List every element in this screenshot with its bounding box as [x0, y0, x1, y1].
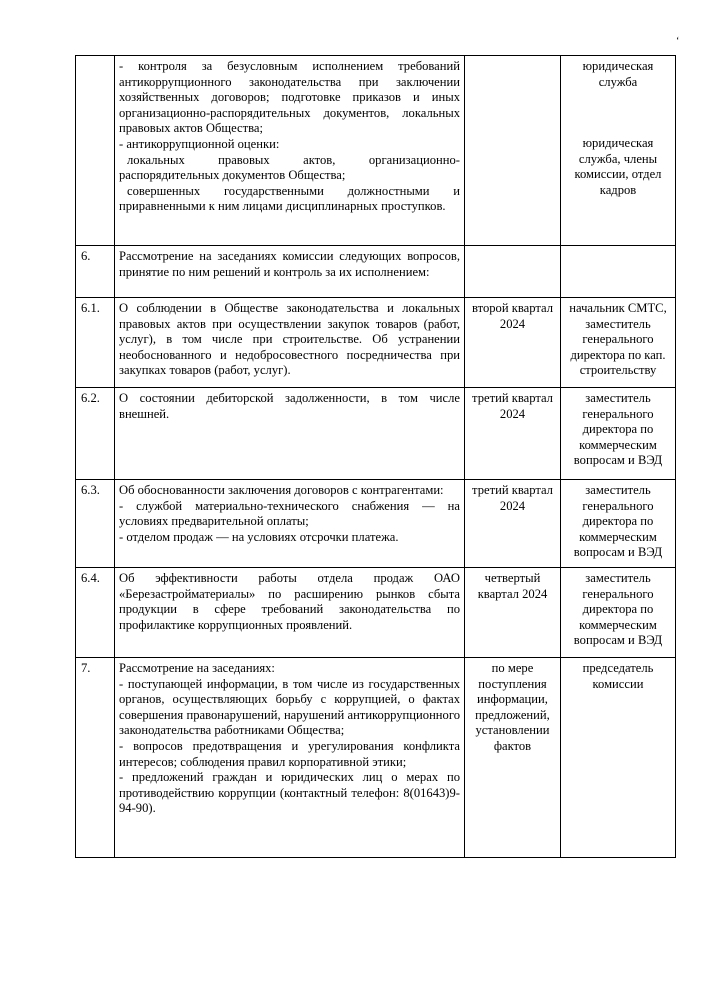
row-description — [115, 56, 465, 246]
description-line: - службой материально-технического снабжения — на условиях предварительной оплаты; — [119, 498, 460, 529]
description-line: - антикоррупционной оценки: — [119, 136, 280, 151]
row-number: 6.1. — [76, 298, 115, 388]
description-line: О соблюдении в Обществе законодательства и локальных правовых актов при осуществлении закупок товаров (работ, услуг), в том числе при строительстве. Об устранении необоснованного и недобросовестного посредничества при закупках товаров (работ, услуг). — [119, 301, 460, 378]
row-term: третий квартал 2024 — [465, 480, 561, 568]
row-responsible: заместитель генерального директора по коммерческим вопросам и ВЭД — [561, 568, 676, 658]
description-line: О состоянии дебиторской задолженности, в том числе внешней. — [119, 391, 460, 421]
description-line: - вопросов предотвращения и урегулирования конфликта интересов; соблюдения правил корпоративной этики; — [119, 738, 460, 769]
row-description — [115, 298, 465, 388]
row-term: третий квартал 2024 — [465, 388, 561, 480]
row-description — [115, 388, 465, 480]
row-responsible: заместитель генерального директора по коммерческим вопросам и ВЭД — [561, 388, 676, 480]
row-term: по мере поступления информации, предложений, установлении фактов — [465, 658, 561, 858]
row-term: четвертый квартал 2024 — [465, 568, 561, 658]
description-line: - контроля за безусловным исполнением требований антикоррупционного законодательства при заключении хозяйственных договоров; подготовке приказов и иных организационно-распорядительных документов, локальных правовых актов Общества; — [119, 59, 460, 136]
table-row — [76, 388, 676, 480]
description-line: - предложений граждан и юридических лиц о мерах по противодействию коррупции (контактный телефон: 8(01643)9-94-90). — [119, 770, 460, 816]
row-number: 6.3. — [76, 480, 115, 568]
row-description — [115, 658, 465, 858]
description-line: Об обоснованности заключения договоров с контрагентами: — [119, 483, 444, 497]
row-number: 6. — [76, 246, 115, 298]
table-row — [76, 480, 676, 568]
table-row — [76, 56, 676, 246]
row-description — [115, 246, 465, 298]
description-line: Рассмотрение на заседаниях: — [119, 661, 275, 675]
description-line: локальных правовых актов, организационно-распорядительных документов Общества; — [119, 152, 460, 183]
row-number: 6.2. — [76, 388, 115, 480]
description-line: совершенных государственными должностными и приравненными к ним лицами дисциплинарных проступков. — [119, 183, 460, 214]
row-number: 6.4. — [76, 568, 115, 658]
description-line: Рассмотрение на заседаниях комиссии следующих вопросов, принятие по ним решений и контроль за их исполнением: — [119, 249, 460, 279]
row-responsible: заместитель генерального директора по коммерческим вопросам и ВЭД — [561, 480, 676, 568]
row-responsible — [561, 246, 676, 298]
page-corner-mark: ʻ — [676, 36, 680, 47]
row-number — [76, 56, 115, 246]
row-description — [115, 480, 465, 568]
row-term — [465, 246, 561, 298]
row-term: второй квартал 2024 — [465, 298, 561, 388]
table-row — [76, 246, 676, 298]
plan-table — [75, 55, 676, 858]
row-responsible — [561, 56, 676, 246]
table-row — [76, 658, 676, 858]
responsible-text: юридическая служба — [582, 59, 654, 89]
responsible-text: юридическая служба, члены комиссии, отдел кадров — [574, 136, 662, 197]
description-line: Об эффективности работы отдела продаж ОАО «Березастройматериалы» по расширению рынков сбыта продукции в сфере требований законодательства по профилактике коррупционных проявлений. — [119, 571, 460, 632]
row-responsible: председатель комиссии — [561, 658, 676, 858]
row-number: 7. — [76, 658, 115, 858]
row-responsible: начальник СМТС, заместитель генерального директора по кап. строительству — [561, 298, 676, 388]
row-term — [465, 56, 561, 246]
row-description — [115, 568, 465, 658]
table-row — [76, 298, 676, 388]
description-line: - поступающей информации, в том числе из государственных органов, осуществляющих борьбу с коррупцией, о фактах совершения правонарушений, нарушений антикоррупционного законодательства работниками Общества; — [119, 676, 460, 738]
description-line: - отделом продаж — на условиях отсрочки платежа. — [119, 529, 399, 544]
table-row — [76, 568, 676, 658]
